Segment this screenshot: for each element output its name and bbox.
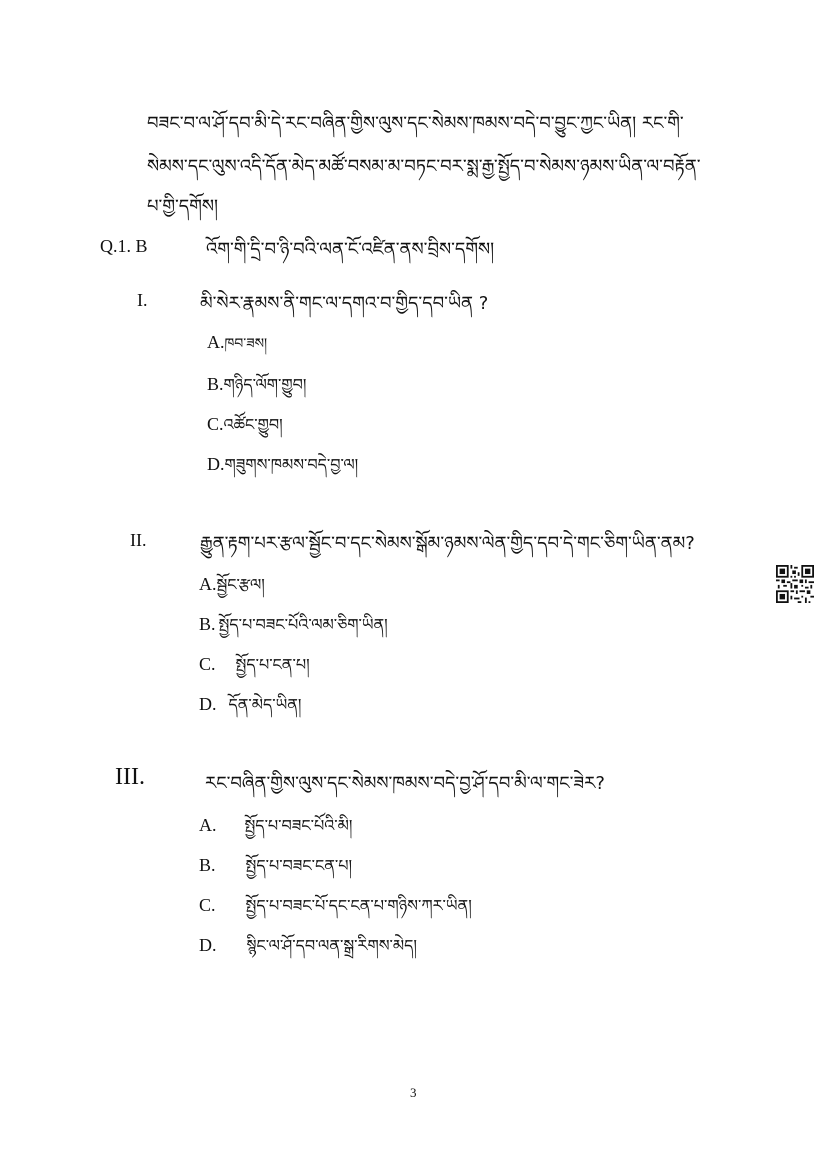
option-text: ཁབ་ཟས། bbox=[224, 336, 268, 352]
question-numeral: III. bbox=[115, 764, 145, 790]
question-numeral: II. bbox=[130, 530, 147, 550]
option-text: སྤྱོད་པ་བཟང་པོའི་མི། bbox=[244, 816, 353, 835]
option-letter: C. bbox=[207, 414, 224, 434]
option-c bbox=[199, 888, 472, 933]
qr-code-icon bbox=[776, 565, 814, 603]
option-letter: A. bbox=[199, 815, 217, 835]
option-letter: D. bbox=[207, 454, 225, 474]
option-d bbox=[199, 687, 301, 732]
option-text: འཚོང་གྱུབ། bbox=[223, 415, 283, 434]
question-numeral: I. bbox=[137, 290, 148, 310]
option-a bbox=[207, 327, 267, 367]
option-text: དོན་མེད་ཡིན། bbox=[228, 695, 302, 714]
question-text: རང་བཞིན་གྱིས་ལུས་དང་སེམས་ཁམས་བདེ་བྱ་ཤོ་དབ་མི་ལ་གང་ཟེར? bbox=[205, 773, 605, 794]
option-c bbox=[207, 407, 283, 452]
question-text: མི་སེར་རྣམས་ནི་གང་ལ་དགའ་བ་གྱིད་དབ་ཡིན ? bbox=[200, 293, 489, 314]
option-letter: B. bbox=[207, 374, 224, 394]
option-b bbox=[199, 607, 388, 652]
question-text: རྒྱུན་རྟག་པར་རྩལ་སྦྱོང་བ་དང་སེམས་སྒོམ་ཉམས་ལེན་གྱིད་དབ་དེ་གང་ཅིག་ཡིན་ནམ? bbox=[200, 533, 695, 554]
intro-line-1: བཟང་བ་ལ་ཤོ་དབ་མི་དེ་རང་བཞིན་གྱིས་ལུས་དང་སེམས་ཁམས་བདེ་བ་བྱུང་ཀྱང་ཡིན། རང་གི་ bbox=[147, 113, 684, 134]
option-text: སྤྱོད་པ་བཟང་པོ་དང་ངན་པ་གཉིས་ཀར་ཡིན། bbox=[245, 896, 472, 915]
option-b bbox=[207, 367, 306, 412]
option-a bbox=[199, 567, 265, 612]
option-text: གཉིད་ལོག་གྱུབ། bbox=[223, 375, 307, 394]
option-b bbox=[199, 848, 352, 893]
option-c bbox=[199, 647, 310, 692]
option-text: སྙིང་ལ་ཤོ་དབ་ལན་སྒྲ་རིགས་མེད། bbox=[246, 936, 417, 955]
option-letter: C. bbox=[199, 895, 216, 915]
option-a bbox=[199, 808, 352, 853]
option-letter: B. bbox=[199, 614, 216, 634]
option-text: སྤྱོད་པ་ངན་པ། bbox=[235, 655, 310, 674]
option-letter: B. bbox=[199, 855, 216, 875]
option-text: སྤྱོད་པ་བཟང་ངན་པ། bbox=[245, 856, 353, 875]
option-letter: A. bbox=[199, 574, 217, 594]
question-instruction: འོག་གི་དྲི་བ་ཉི་བའི་ལན་ངོ་འཛིན་ནས་བྲིས་དགོས། bbox=[206, 239, 495, 260]
option-letter: A. bbox=[207, 332, 225, 352]
option-text: སྦྱོང་རྩལ། bbox=[216, 575, 265, 594]
option-letter: C. bbox=[199, 654, 216, 674]
page-number: 3 bbox=[410, 1085, 417, 1100]
option-d bbox=[207, 447, 358, 492]
intro-line-2: སེམས་དང་ལུས་འདི་དོན་མེད་མཚོ་བསམ་མ་བཏང་བར་སྨ་རྒྱ་སྤྱོད་བ་སེམས་ཉམས་ཡིན་ལ་བརྟོན་ bbox=[147, 156, 701, 177]
option-d bbox=[199, 928, 417, 973]
option-text: གཟུགས་ཁམས་བདེ་བྱ་ལ། bbox=[224, 455, 359, 474]
intro-line-3: པ་གྱི་དགོས། bbox=[147, 196, 219, 217]
question-number: Q.1. B bbox=[100, 236, 148, 256]
option-letter: D. bbox=[199, 694, 217, 714]
option-text: སྤྱོད་པ་བཟང་པོའི་ལམ་ཅིག་ཡིན། bbox=[218, 615, 388, 634]
option-letter: D. bbox=[199, 935, 217, 955]
